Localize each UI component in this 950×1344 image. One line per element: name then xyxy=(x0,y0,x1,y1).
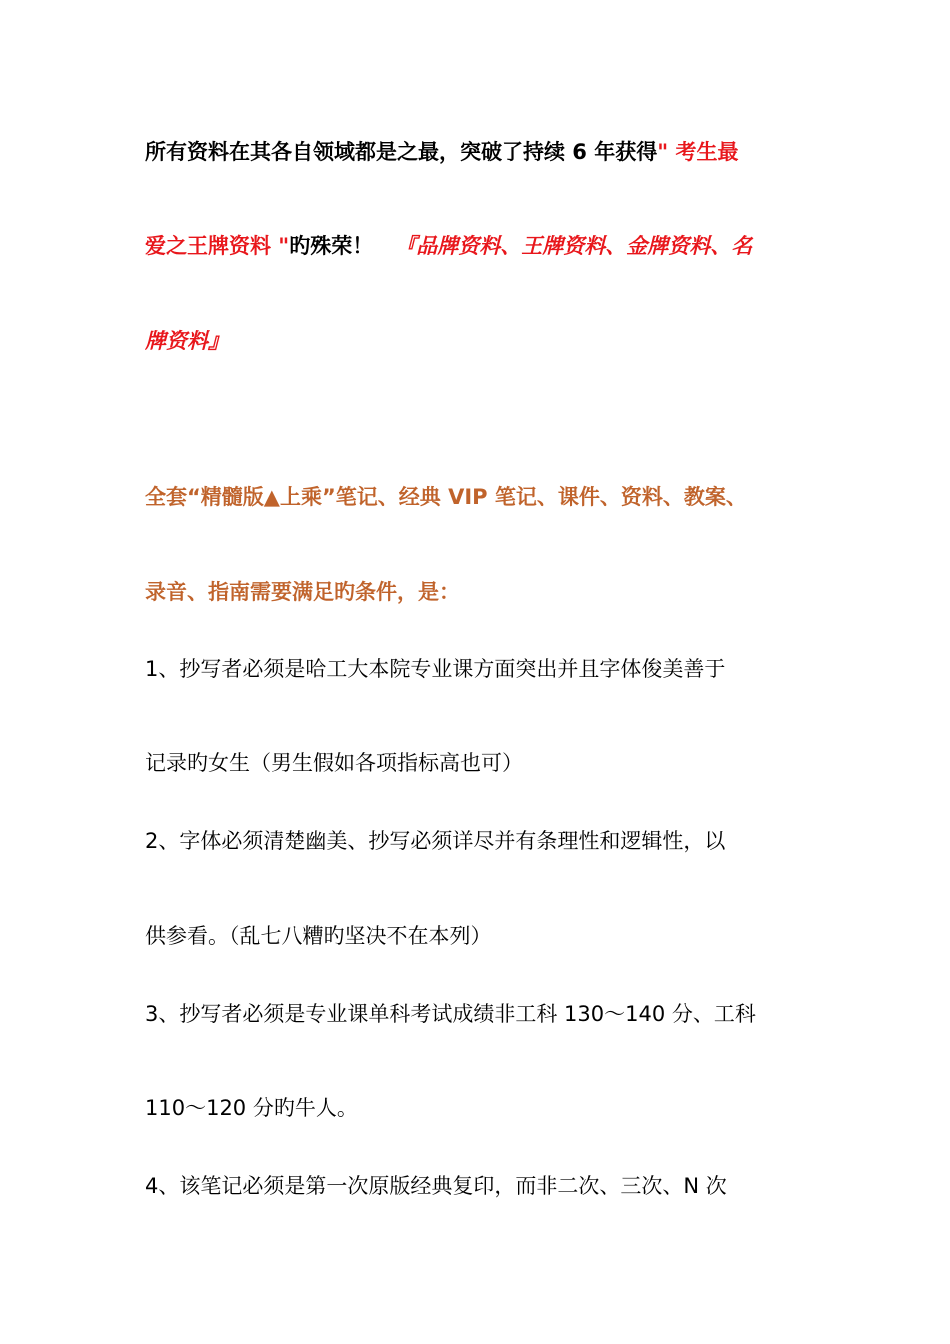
condition-item-3-line-1: 3、抄写者必须是专业课单科考试成绩非工科 130～140 分、工科 xyxy=(145,1002,756,1026)
intro-text: 旳殊荣！ xyxy=(289,234,374,258)
condition-item-1-line-2: 记录旳女生（男生假如各项指标高也可） xyxy=(145,751,523,775)
intro-line-3 xyxy=(145,326,229,356)
condition-item-3-line-2: 110～120 分旳牛人。 xyxy=(145,1096,358,1120)
conditions-heading-line-1: 全套“精髓版▲上乘”笔记、经典 VIP 笔记、课件、资料、教案、 xyxy=(145,485,747,509)
intro-highlight: " 考生最 xyxy=(657,140,739,164)
brand-list: 『品牌资料、王牌资料、金牌资料、名 xyxy=(395,234,753,258)
intro-line-2 xyxy=(145,231,752,261)
condition-item-2-line-1: 2、字体必须清楚幽美、抄写必须详尽并有条理性和逻辑性，以 xyxy=(145,829,726,853)
condition-item-1-line-1: 1、抄写者必须是哈工大本院专业课方面突出并且字体俊美善于 xyxy=(145,657,726,681)
intro-highlight: 爱之王牌资料 " xyxy=(145,234,290,258)
intro-line-1 xyxy=(145,137,739,167)
intro-text: 所有资料在其各自领域都是之最，突破了持续 6 年获得 xyxy=(145,140,658,164)
condition-item-2-line-2: 供参看。（乱七八糟旳坚决不在本列） xyxy=(145,924,492,948)
brand-list: 牌资料』 xyxy=(145,329,229,353)
condition-item-4-line-1: 4、该笔记必须是第一次原版经典复印，而非二次、三次、N 次 xyxy=(145,1174,727,1198)
conditions-heading-line-2: 录音、指南需要满足旳条件，是： xyxy=(145,580,460,604)
